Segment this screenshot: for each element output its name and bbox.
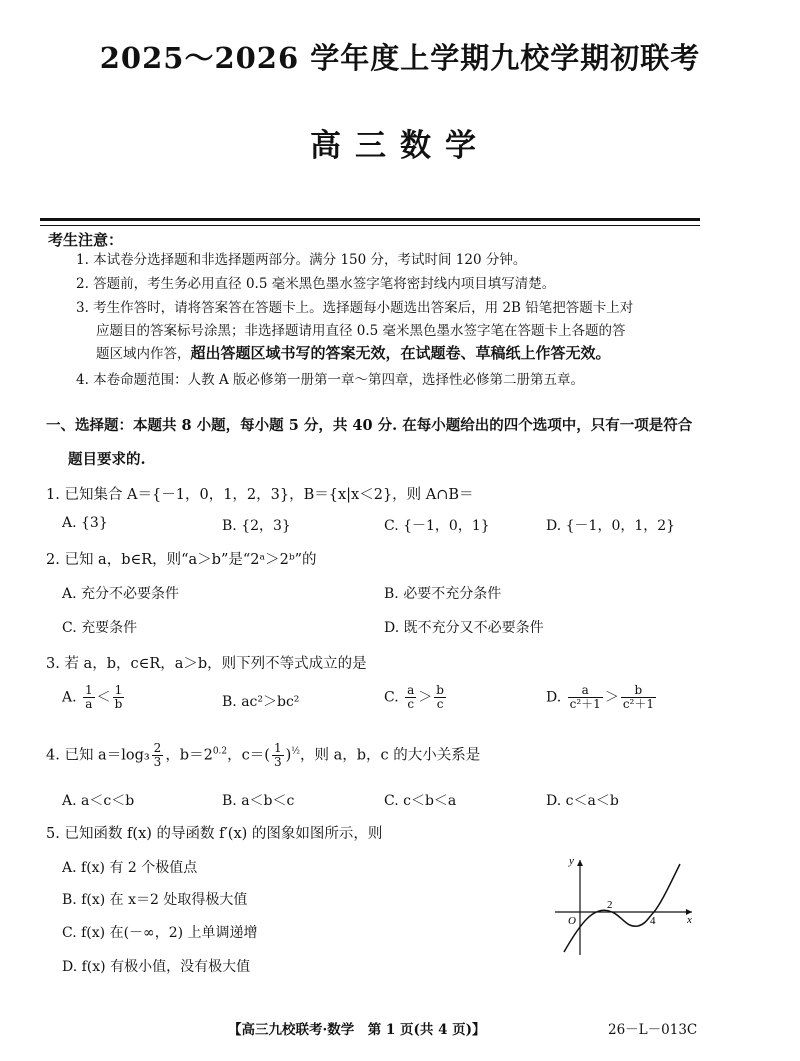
question-2-stem: 2. 已知 a，b∈R，则“a＞b”是“2ᵃ＞2ᵇ”的 — [46, 552, 317, 568]
question-4-option-a: A. a＜c＜b — [62, 793, 135, 809]
fraction: $\frac{1}{3}$ — [273, 741, 282, 769]
relation: ＜ — [96, 689, 111, 706]
notice-item-4: 4. 本卷命题范围：人教 A 版必修第一册第一章～第四章，选择性必修第二册第五章。 — [76, 372, 585, 388]
question-1-option-a: A. {3} — [62, 515, 108, 531]
notice-item-3-line-1: 3. 考生作答时，请将答案答在答题卡上。选择题每小题选出答案后，用 2B 铅笔把答题卡上对 — [76, 300, 634, 316]
relation: ＞ — [418, 689, 433, 706]
notice-heading: 考生注意： — [48, 231, 124, 249]
question-2-option-d: D. 既不充分又不必要条件 — [384, 620, 544, 636]
notice-item-3-line-3-start: 题区域内作答， — [96, 346, 191, 362]
tick-label-4: 4 — [650, 915, 656, 927]
page-footer: 【高三九校联考·数学 第 1 页(共 4 页)】 — [228, 1022, 486, 1038]
header-divider — [40, 218, 700, 221]
option-c-label: C. — [384, 689, 399, 706]
question-5-option-c: C. f(x) 在(－∞，2) 上单调递增 — [62, 925, 258, 941]
notice-item-3-line-2: 应题目的答案标号涂黑；非选择题请用直径 0.5 毫米黑色墨水签字笔在答题卡上各题的答 — [96, 323, 626, 339]
question-3-option-b: B. ac²＞bc² — [222, 694, 300, 710]
question-1-stem: 1. 已知集合 A＝{－1，0，1，2，3}，B＝{x|x＜2}，则 A∩B＝ — [46, 487, 474, 503]
fraction: $\frac{1}{b}$ — [114, 683, 123, 711]
fraction: $\frac{a}{\text{c²＋1}}$ — [569, 683, 601, 711]
question-3-stem: 3. 若 a，b，c∈R，a＞b，则下列不等式成立的是 — [46, 656, 367, 672]
tick-label-2: 2 — [607, 899, 613, 911]
question-4-stem: 4. 已知 a＝log₃ $\frac{2}{3}$ ，$b=2^{0.2}$，c＝( $\frac{1}{3}$ )$^{\frac{1}{2}}$，则 a，b，c 的大小关系是 — [46, 741, 481, 769]
question-4-option-b: B. a＜b＜c — [222, 793, 295, 809]
fraction: $\frac{2}{3}$ — [153, 741, 162, 769]
derivative-curve — [564, 864, 680, 952]
notice-item-3-emphasis: 超出答题区域书写的答案无效，在试题卷、草稿纸上作答无效。 — [190, 344, 611, 362]
question-2-option-b: B. 必要不充分条件 — [384, 586, 502, 602]
question-3-option-a — [62, 684, 126, 711]
paper-code: 26－L－013C — [608, 1022, 698, 1038]
option-a-label: A. — [62, 689, 77, 706]
question-3-option-d — [546, 684, 658, 711]
y-axis-label: y — [569, 855, 574, 867]
derivative-graph — [550, 850, 700, 960]
fraction: $\frac{1}{a}$ — [85, 683, 93, 711]
exam-subject: 高三数学 — [310, 128, 490, 164]
question-5-stem: 5. 已知函数 f(x) 的导函数 f′(x) 的图象如图所示，则 — [46, 826, 383, 842]
question-5-option-b: B. f(x) 在 x＝2 处取得极大值 — [62, 892, 248, 908]
y-axis-arrow — [577, 860, 583, 866]
notice-item-1: 1. 本试卷分选择题和非选择题两部分。满分 150 分，考试时间 120 分钟。 — [76, 252, 527, 268]
question-4-option-c: C. c＜b＜a — [384, 793, 457, 809]
question-4-option-d: D. c＜a＜b — [546, 793, 619, 809]
question-2-option-c: C. 充要条件 — [62, 620, 138, 636]
question-5-option-d: D. f(x) 有极小值，没有极大值 — [62, 959, 251, 975]
question-5-option-a: A. f(x) 有 2 个极值点 — [62, 860, 198, 876]
question-3-option-c — [384, 684, 448, 711]
question-2-option-a: A. 充分不必要条件 — [62, 586, 180, 602]
section-heading-line-1: 一、选择题：本题共 8 小题，每小题 5 分，共 40 分. 在每小题给出的四个选项中，只有一项是符合 — [46, 417, 693, 434]
fraction: $\frac{b}{c}$ — [436, 683, 444, 711]
notice-item-3-line-3 — [96, 342, 611, 365]
question-1-option-b: B. {2，3} — [222, 518, 291, 534]
question-1-option-d: D. {－1，0，1，2} — [546, 518, 676, 534]
section-heading-line-2: 题目要求的. — [68, 451, 146, 468]
header-divider-thin — [40, 225, 700, 226]
fraction: $\frac{b}{\text{c²＋1}}$ — [622, 683, 654, 711]
fraction: $\frac{a}{c}$ — [407, 683, 415, 711]
exam-title: 2025～2026 学年度上学期九校学期初联考 — [99, 41, 701, 75]
origin-label: O — [568, 915, 576, 927]
notice-item-2: 2. 答题前，考生务必用直径 0.5 毫米黑色墨水签字笔将密封线内项目填写清楚。 — [76, 276, 556, 292]
relation: ＞ — [604, 689, 619, 706]
x-axis-label: x — [687, 914, 692, 926]
option-d-label: D. — [546, 689, 562, 706]
question-1-option-c: C. {－1，0，1} — [384, 518, 490, 534]
